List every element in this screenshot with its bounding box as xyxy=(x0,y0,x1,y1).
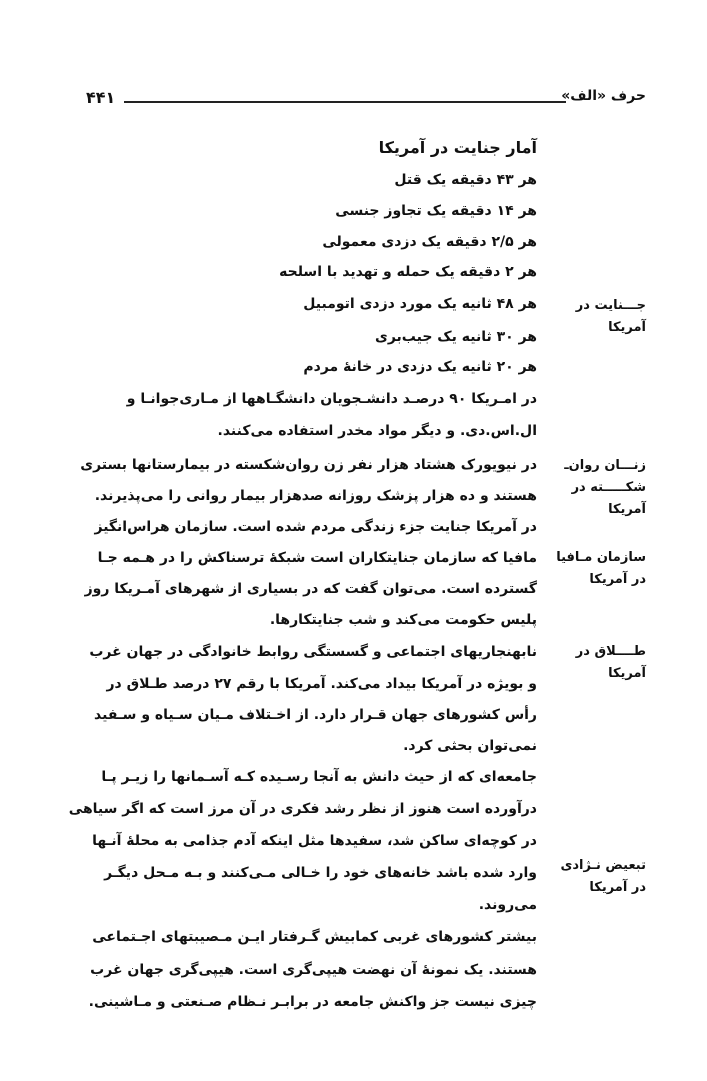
stat-line: هر ۴۸ ثانیه یک مورد دزدی اتومبیل xyxy=(303,296,537,312)
stat-line: هر ۲۰ ثانیه یک دزدی در خانهٔ مردم xyxy=(303,359,537,375)
paragraph-line: جامعه‌ای که از حیث دانش به آنجا رسـیده کـه آسـمانها را زیـر پـا xyxy=(101,769,537,785)
paragraph-line: می‌روند. xyxy=(478,897,537,913)
paragraph-line: ال.اس.دی. و دیگر مواد مخدر استفاده می‌کنند. xyxy=(217,423,537,439)
paragraph-line: نمی‌توان بحثی کرد. xyxy=(403,738,537,754)
margin-note-line: تبعیض نـژادی xyxy=(560,858,646,873)
paragraph-line: درآورده است هنوز از نظر رشد فکری در آن مرز است که اگر سیاهی xyxy=(68,801,537,817)
margin-note-crime xyxy=(546,295,646,339)
paragraph-line: مافیا که سازمان جنایتکاران است شبکهٔ ترسناکش را در هـمه جـا xyxy=(97,550,537,566)
margin-note-line: در آمریکا xyxy=(589,572,646,587)
margin-note-line: طــــلاق در xyxy=(575,644,646,659)
margin-note-line: در آمریکا xyxy=(589,880,646,895)
paragraph-line: هستند و ده هزار پزشک روزانه صدهزار بیمار روانی را می‌پذیرند. xyxy=(94,488,537,504)
stat-line: هر ۲/۵ دقیقه یک دزدی معمولی xyxy=(322,234,537,250)
stat-line: هر ۱۴ دقیقه یک تجاوز جنسی xyxy=(335,203,537,219)
paragraph-line: پلیس حکومت می‌کند و شب جنایتکارها. xyxy=(269,612,537,628)
margin-note-women xyxy=(546,455,646,521)
header-rule xyxy=(124,101,566,103)
margin-note-line: زنـــان روان‌ـ xyxy=(564,458,646,473)
margin-note-line: سازمان مـافیا xyxy=(556,550,646,565)
paragraph-line: در آمریکا جنایت جزء زندگی مردم شده است. سازمان هراس‌انگیز xyxy=(94,519,537,535)
paragraph-line: وارد شده باشد خانه‌های خود را خـالی مـی‌کنند و بـه مـحل دیگـر xyxy=(104,865,537,881)
margin-note-mafia xyxy=(546,547,646,591)
paragraph-line: بیشتر کشورهای غربی کمابیش گـرفتار ایـن مـصیبتهای اجـتماعی xyxy=(92,929,537,945)
margin-note-line: آمریکا xyxy=(608,666,646,681)
margin-note-line: شکـــــته در xyxy=(571,480,646,495)
stat-line: هر ۲ دقیقه یک حمله و تهدید با اسلحه xyxy=(279,264,537,280)
page-header xyxy=(86,88,646,118)
paragraph-line: هستند. یک نمونهٔ آن نهضت هیپی‌گری است. هیپی‌گری جهان غرب xyxy=(90,962,537,978)
stats-heading: آمار جنایت در آمریکا xyxy=(378,138,537,157)
paragraph-line: نابهنجاریهای اجتماعی و گسستگی روابط خانوادگی در جهان غرب xyxy=(89,644,537,660)
margin-note-line: جـــنایت در xyxy=(575,298,646,313)
paragraph-line: چیزی نیست جز واکنش جامعه در برابـر نـظام صـنعتی و مـاشینی. xyxy=(88,994,537,1010)
margin-note-divorce xyxy=(546,641,646,685)
paragraph-line: در نیویورک هشتاد هزار نفر زن روان‌شکسته در بیمارستانها بستری xyxy=(80,457,537,473)
paragraph-line: در کوچه‌ای ساکن شد، سفیدها مثل اینکه آدم جذامی به محلهٔ آنـها xyxy=(92,833,537,849)
section-title: حرف «الف» xyxy=(561,88,646,104)
paragraph-line: و بویژه در آمریکا بیداد می‌کند. آمریکا با رقم ۲۷ درصد طـلاق در xyxy=(106,676,537,692)
stat-line: هر ۳۰ ثانیه یک جیب‌بری xyxy=(374,329,537,345)
paragraph-line: در امـریکا ۹۰ درصـد دانشـجویان دانشگـاهها از مـاری‌جوانـا و xyxy=(126,391,537,407)
margin-note-line: آمریکا xyxy=(608,320,646,335)
margin-note-line: آمریکا xyxy=(608,502,646,517)
page-number: ۴۴۱ xyxy=(86,88,116,107)
stat-line: هر ۴۳ دقیقه یک قتل xyxy=(394,172,537,188)
paragraph-line: گسترده است. می‌توان گفت که در بسیاری از شهرهای آمـریکا روز xyxy=(84,581,537,597)
margin-note-racism xyxy=(546,855,646,899)
paragraph-line: رأس کشورهای جهان قـرار دارد. از اخـتلاف مـیان سـیاه و سـفید xyxy=(94,707,537,723)
